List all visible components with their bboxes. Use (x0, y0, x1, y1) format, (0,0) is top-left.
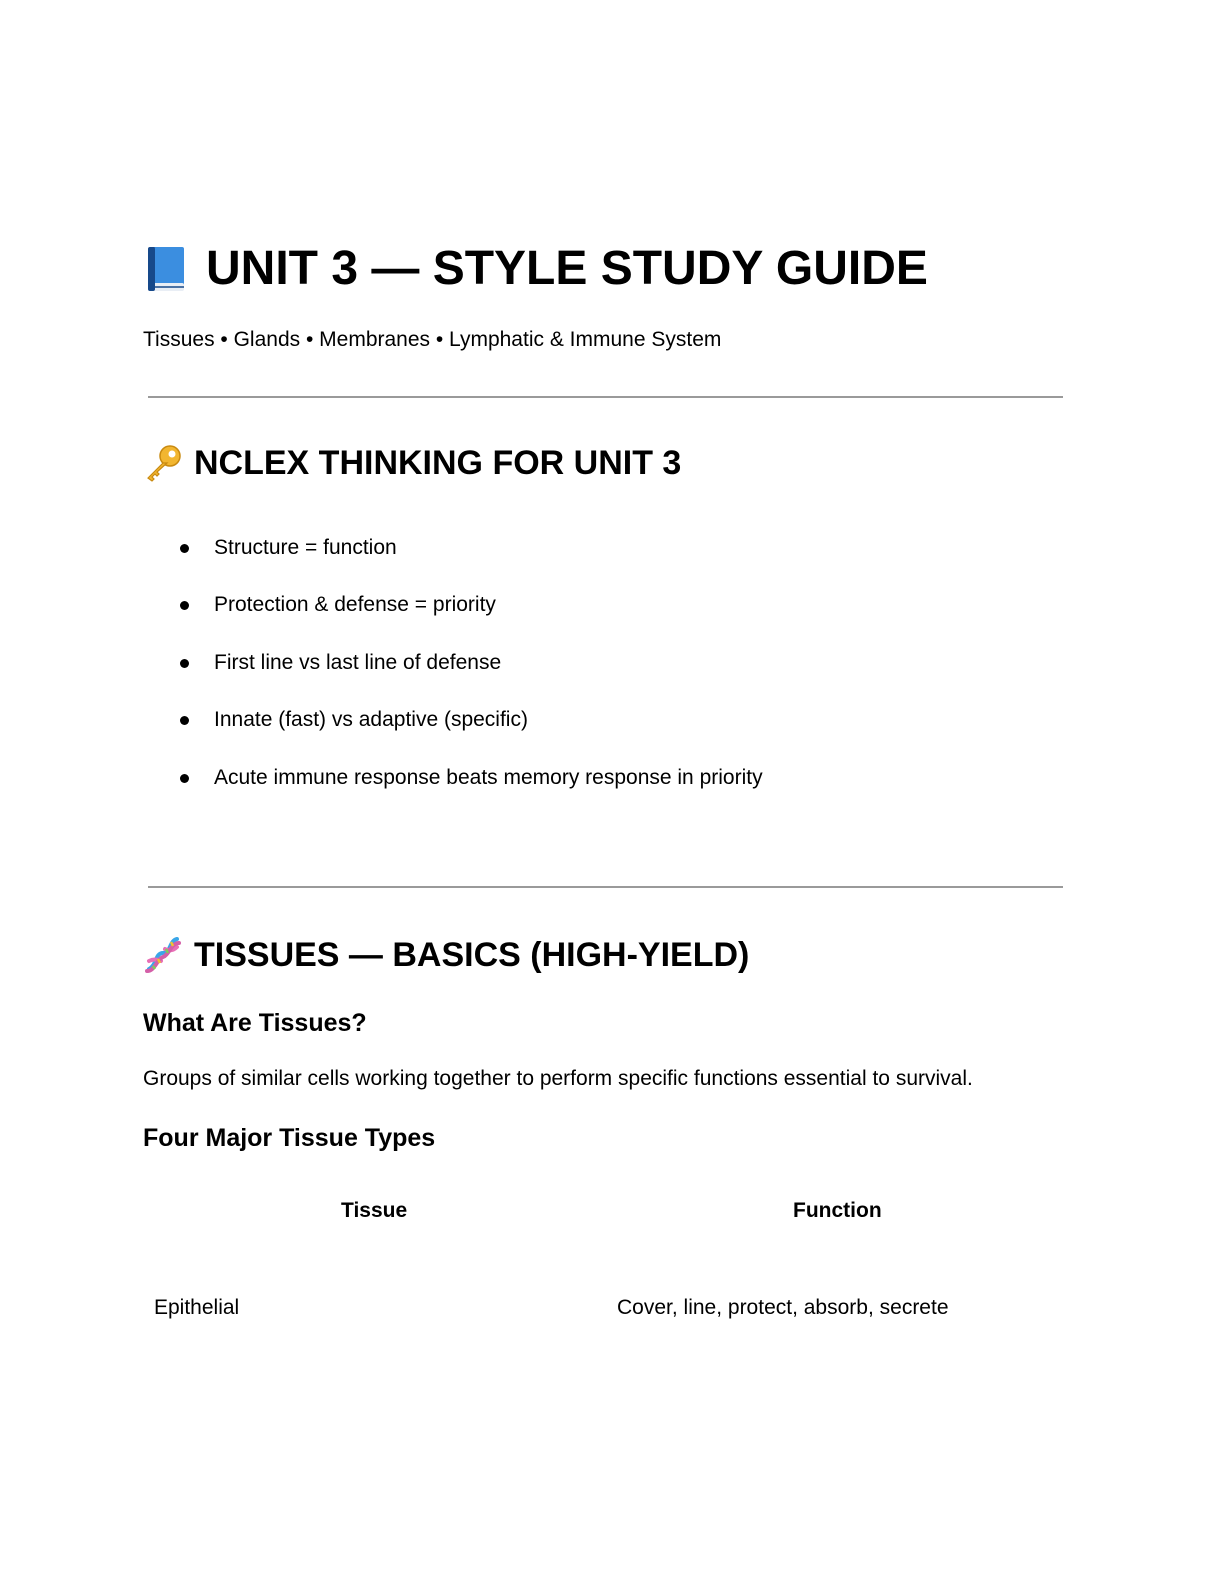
table-header-tissue: Tissue (341, 1199, 408, 1222)
section-heading-nclex (143, 441, 681, 485)
horizontal-divider (148, 886, 1063, 888)
key-icon (143, 443, 183, 483)
dna-icon (143, 935, 183, 975)
section-heading-tissues (143, 933, 749, 977)
title-text: UNIT 3 — STYLE STUDY GUIDE (206, 242, 928, 295)
subheading-tissue-types: Four Major Tissue Types (143, 1124, 436, 1152)
bullet-icon (180, 774, 189, 783)
bullet-icon (180, 601, 189, 610)
table-header-function: Function (793, 1199, 882, 1222)
table-cell: Epithelial (154, 1296, 240, 1319)
subtitle: Tissues • Glands • Membranes • Lymphatic & Immune System (143, 328, 722, 351)
subheading-what-are-tissues: What Are Tissues? (143, 1009, 367, 1037)
section-heading-text: NCLEX THINKING FOR UNIT 3 (194, 444, 682, 482)
section-heading-text: TISSUES — BASICS (HIGH-YIELD) (194, 936, 750, 974)
bullet-icon (180, 544, 189, 553)
horizontal-divider (148, 396, 1063, 398)
tissues-definition: Groups of similar cells working together to perform specific functions essential to survival. (143, 1067, 973, 1090)
bullet-icon (180, 659, 189, 668)
table-cell: Cover, line, protect, absorb, secrete (617, 1296, 949, 1319)
blue-book-icon (144, 245, 188, 293)
page-title (144, 236, 928, 302)
bullet-icon (180, 716, 189, 725)
